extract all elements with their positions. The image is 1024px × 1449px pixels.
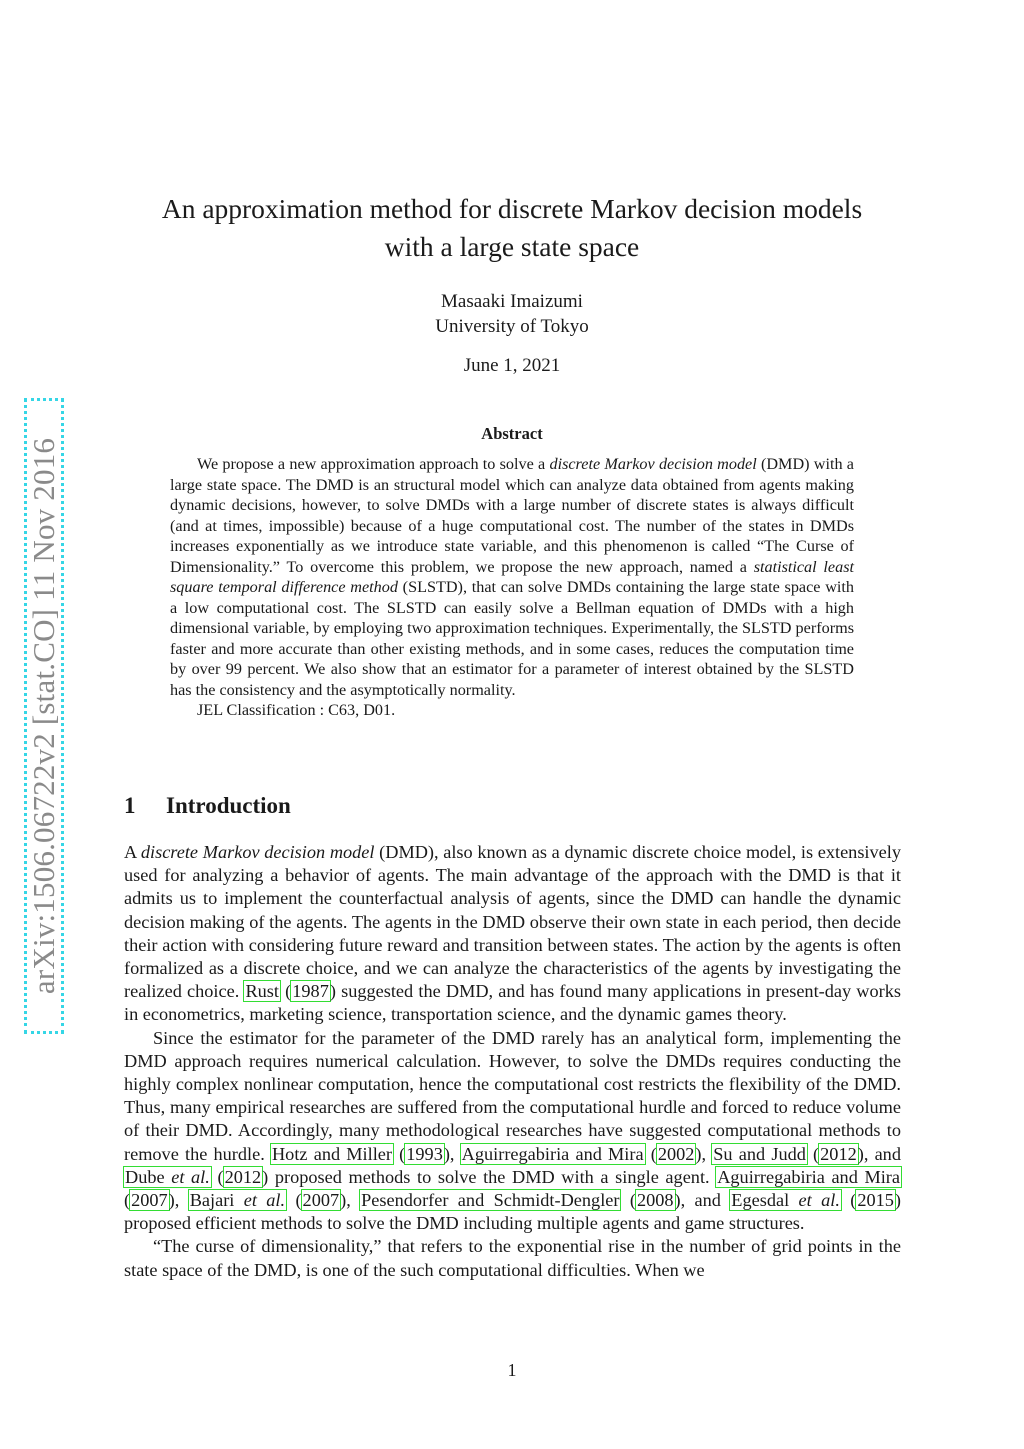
citation-link[interactable]: Bajari et al. (189, 1190, 286, 1211)
body-text (124, 841, 901, 1282)
citation-year-link[interactable]: 1993 (406, 1143, 443, 1164)
citation-year-link[interactable]: 2008 (636, 1190, 674, 1211)
abstract-paragraph: We propose a new approximation approach to solve a discrete Markov decision model (DMD) with a large state space. The DMD is an structural model which can analyze data obtained from agents making dynamic decisions, however, to solve DMDs with a large number of discrete states is always difficult (and at times, impossible) because of a huge computational cost. The number of the states in DMDs increases exponentially as we introduce state variable, and this phenomenon is called “The Curse of Dimensionality.” To overcome this problem, we propose the new approach, named a statistical least square temporal difference method (SLSTD), that can solve DMDs containing the large state space with a low computational cost. The SLSTD can easily solve a Bellman equation of DMDs with a high dimensional variable, by employing two approximation techniques. Experimentally, the SLSTD performs faster and more accurate than other existing methods, and in some cases, reduces the computation time by over 99 percent. We also show that an estimator for a parameter of interest obtained by the SLSTD has the consistency and the asymptotically normality. (170, 455, 854, 699)
citation-link[interactable]: Hotz and Miller (271, 1143, 392, 1164)
citation-link[interactable]: Aguirregabiria and Mira (717, 1166, 900, 1187)
citation-year-link[interactable]: 2007 (131, 1190, 168, 1211)
citation-link[interactable]: Aguirregabiria and Mira (461, 1143, 644, 1164)
page-number: 1 (507, 1360, 517, 1380)
citation-year-link[interactable]: 2012 (224, 1166, 262, 1187)
citation-link[interactable]: Dube et al. (125, 1166, 210, 1187)
citation-link[interactable]: Egesdal et al. (731, 1190, 840, 1211)
author-affiliation: University of Tokyo (435, 316, 589, 337)
citation-year-link[interactable]: 2002 (657, 1143, 695, 1164)
citation-link[interactable]: Pesendorfer and Schmidt-Dengler (361, 1190, 620, 1211)
abstract-heading: Abstract (481, 424, 543, 443)
title-line-1: An approximation method for discrete Markov decision models (161, 193, 863, 224)
citation-link[interactable]: Rust (245, 981, 279, 1002)
arxiv-stamp[interactable] (24, 398, 64, 1034)
jel-classification: JEL Classification : C63, D01. (197, 701, 396, 719)
title-line-2: with a large state space (384, 231, 640, 262)
citation-year-link[interactable]: 2012 (820, 1143, 857, 1164)
citation-year-link[interactable]: 1987 (292, 981, 329, 1002)
intro-paragraph-1: A discrete Markov decision model (DMD), also known as a dynamic discrete choice model, is extensively used for analyzing a behavior of agents. The main advantage of the approach with the DMD is that it admits us to implement the counterfactual analysis of agents, since the DMD can handle the dynamic decision making of the agents. The agents in the DMD observe their own state in each period, then decide their action with considering future reward and transition between states. The action by the agents is often formalized as a discrete choice, and we can analyze the characteristics of the agents by investigating the realized choice. Rust (1987) suggested the DMD, and has found many applications in present-day works in econometrics, marketing science, transportation science, and the dynamic games theory. (124, 842, 901, 1025)
arxiv-identifier: arXiv:1506.06722v2 [stat.CO] 11 Nov 2016 (26, 437, 61, 995)
intro-paragraph-2: Since the estimator for the parameter of the DMD rarely has an analytical form, implementing the DMD approach requires numerical calculation. However, to solve the DMDs requires conducting the highly complex nonlinear computation, hence the computational cost restricts the flexibility of the DMD. Thus, many empirical researches are suffered from the computational hurdle and forced to reduce volume of their DMD. Accordingly, many methodological researches have suggested computational methods to remove the hurdle. Hotz and Miller (1993), Aguirregabiria and Mira (2002), Su and Judd (2012), and Dube et al. (2012) proposed methods to solve the DMD with a single agent. Aguirregabiria and Mira (2007), Bajari et al. (2007), Pesendorfer and Schmidt-Dengler (2008), and Egesdal et al. (2015) proposed efficient methods to solve the DMD including multiple agents and game structures. (124, 1027, 902, 1234)
section-number: 1 (124, 793, 136, 818)
paper-date: June 1, 2021 (463, 355, 561, 376)
citation-link[interactable]: Su and Judd (713, 1143, 806, 1164)
author-name: Masaaki Imaizumi (441, 291, 583, 312)
abstract-body (170, 454, 854, 721)
citation-year-link[interactable]: 2015 (857, 1190, 894, 1211)
section-title: Introduction (166, 793, 291, 818)
citation-year-link[interactable]: 2007 (302, 1190, 340, 1211)
intro-paragraph-3: “The curse of dimensionality,” that refers to the exponential rise in the number of grid points in the state space of the DMD, is one of the such computational difficulties. When we (124, 1236, 901, 1280)
author-block (124, 289, 900, 339)
paper-title (124, 190, 900, 266)
section-heading (124, 793, 291, 819)
